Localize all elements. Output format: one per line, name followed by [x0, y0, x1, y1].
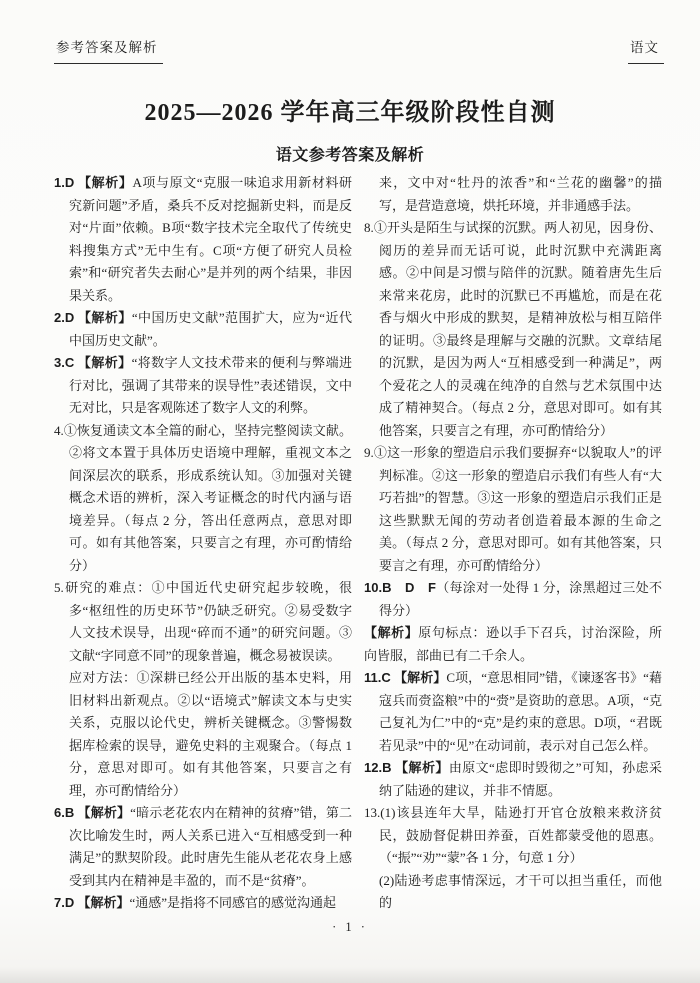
- answer-item: [364, 442, 662, 577]
- document-subtitle: 语文参考答案及解析: [275, 147, 425, 164]
- answer-paragraph: 来，文中对“牡丹的浓香”和“兰花的幽馨”的描写，是营造意境，烘托环境，并非通感手法。: [379, 175, 662, 213]
- answer-item: [364, 757, 662, 802]
- answer-item: [54, 420, 352, 578]
- answer-item: [54, 892, 352, 915]
- document-title: 2025—2026 学年高三年级阶段性自测: [144, 100, 556, 126]
- answer-paragraph: 7.D 【解析】“通感”是指将不同感官的感觉沟通起: [54, 895, 337, 910]
- answer-item: [364, 667, 662, 757]
- answer-item: [364, 802, 662, 915]
- answer-paragraph: 13.(1)该县连年大旱，陆逊打开官仓放粮来救济贫民，鼓励督促耕田养蚕，百姓都蒙受他的恩惠。（“振”“劝”“蒙”各 1 分，句意 1 分）: [364, 805, 662, 865]
- answer-paragraph: 5.研究的难点：①中国近代史研究起步较晚，很多“枢纽性的历史环节”仍缺乏研究。②易受数字人文技术误导，出现“碎而不通”的研究问题。③文献“字同意不同”的现象普遍，概念易被误读。: [54, 580, 352, 663]
- page-number: · 1 ·: [332, 920, 368, 934]
- answer-paragraph: 12.B 【解析】由原文“虑即时毁彻之”可知，孙虑采纳了陆逊的建议，并非不情愿。: [364, 760, 662, 798]
- answer-item: [364, 172, 662, 217]
- answer-paragraph: 6.B 【解析】“暗示老花农内在精神的贫瘠”错，第二次比喻发生时，两人关系已进入“互相感受到一种满足”的默契阶段。此时唐先生能从老花农身上感受到其内在精神是丰盈的，而不是“贫瘠”。: [54, 805, 352, 888]
- answer-item: [54, 307, 352, 352]
- answer-paragraph: 11.C 【解析】C项，“意思相同”错，《谏逐客书》“藉寇兵而赍盗粮”中的“赍”是资助的意思。A项，“克己复礼为仁”中的“克”是约束的意思。D项，“君既若见录”中的“见”在动词前，表示对自己怎么样。: [364, 670, 662, 753]
- answer-item: [54, 577, 352, 802]
- answer-item: [364, 577, 662, 667]
- answer-paragraph: 1.D 【解析】A项与原文“克服一味追求用新材料研究新问题”矛盾，桑兵不反对挖掘新史料，而是反对“片面”依赖。B项“数字技术完全取代了传统史料搜集方式”无中生有。C项“方便了研究人员检索”和“研究者失去耐心”是并列的两个结果，非因果关系。: [54, 175, 352, 303]
- answer-paragraph: 10.B D F（每涂对一处得 1 分，涂黑超过三处不得分）: [364, 580, 662, 618]
- answers-column-left: [54, 172, 352, 915]
- answer-item: [54, 352, 352, 420]
- answer-paragraph: 3.C 【解析】“将数字人文技术带来的便利与弊端进行对比，强调了其带来的误导性”表述错误，文中无对比，只是客观陈述了数字人文的利弊。: [54, 355, 352, 415]
- answer-paragraph: (2)陆逊考虑事情深远，才干可以担当重任，而他的: [379, 872, 662, 910]
- header-right-label: 语文: [628, 36, 664, 64]
- header-left-label: 参考答案及解析: [54, 36, 163, 64]
- answer-paragraph: 4.①恢复通读文本全篇的耐心，坚持完整阅读文献。②将文本置于具体历史语境中理解，重视文本之间深层次的联系，形成系统认知。③加强对关键概念术语的辨析，深入考证概念的时代内涵与语境差异。（每点 2 分，答出任意两点，意思对即可。如有其他答案，只要言之有理，亦可酌情给分）: [54, 422, 352, 573]
- answer-paragraph: 2.D 【解析】“中国历史文献”范围扩大，应为“近代中国历史文献”。: [54, 310, 352, 348]
- answer-item: [364, 217, 662, 442]
- page-header: [54, 36, 664, 64]
- answers-body: [54, 172, 662, 915]
- answer-item: [54, 802, 352, 892]
- answer-paragraph: 9.①这一形象的塑造启示我们要摒弃“以貌取人”的评判标准。②这一形象的塑造启示我们有些人有“大巧若拙”的智慧。③这一形象的塑造启示我们正是这些默默无闻的劳动者创造着最本源的生命之美。（每点 2 分，意思对即可。如有其他答案，只要言之有理，亦可酌情给分）: [364, 445, 662, 573]
- answer-paragraph: 【解析】原句标点：逊以手下召兵，讨治深险，所向皆服，部曲已有二千余人。: [364, 625, 662, 663]
- answers-column-right: [364, 172, 662, 915]
- answer-paragraph: 8.①开头是陌生与试探的沉默。两人初见，因身份、阅历的差异而无话可说，此时沉默中充满距离感。②中间是习惯与陪伴的沉默。随着唐先生后来常来花房，此时的沉默已不再尴尬，而是在花香与烟火中形成的默契，是精神放松与相互陪伴的证明。③最终是理解与交融的沉默。文章结尾的沉默，是因为两人“互相感受到一种满足”，两个爱花之人的灵魂在纯净的自然与艺术氛围中达成了精神契合。（每点 2 分，意思对即可。如有其他答案，只要言之有理，亦可酌情给分）: [364, 220, 662, 438]
- answer-item: [54, 172, 352, 307]
- answer-paragraph: 应对方法：①深耕已经公开出版的基本史料，用旧材料出新观点。②以“语境式”解读文本与史实关系，克服以论代史，辨析关键概念。③警惕数据库检索的误导，避免史料的主观聚合。（每点 1 分，意思对即可。如有其他答案，只要言之有理，亦可酌情给分）: [69, 670, 352, 798]
